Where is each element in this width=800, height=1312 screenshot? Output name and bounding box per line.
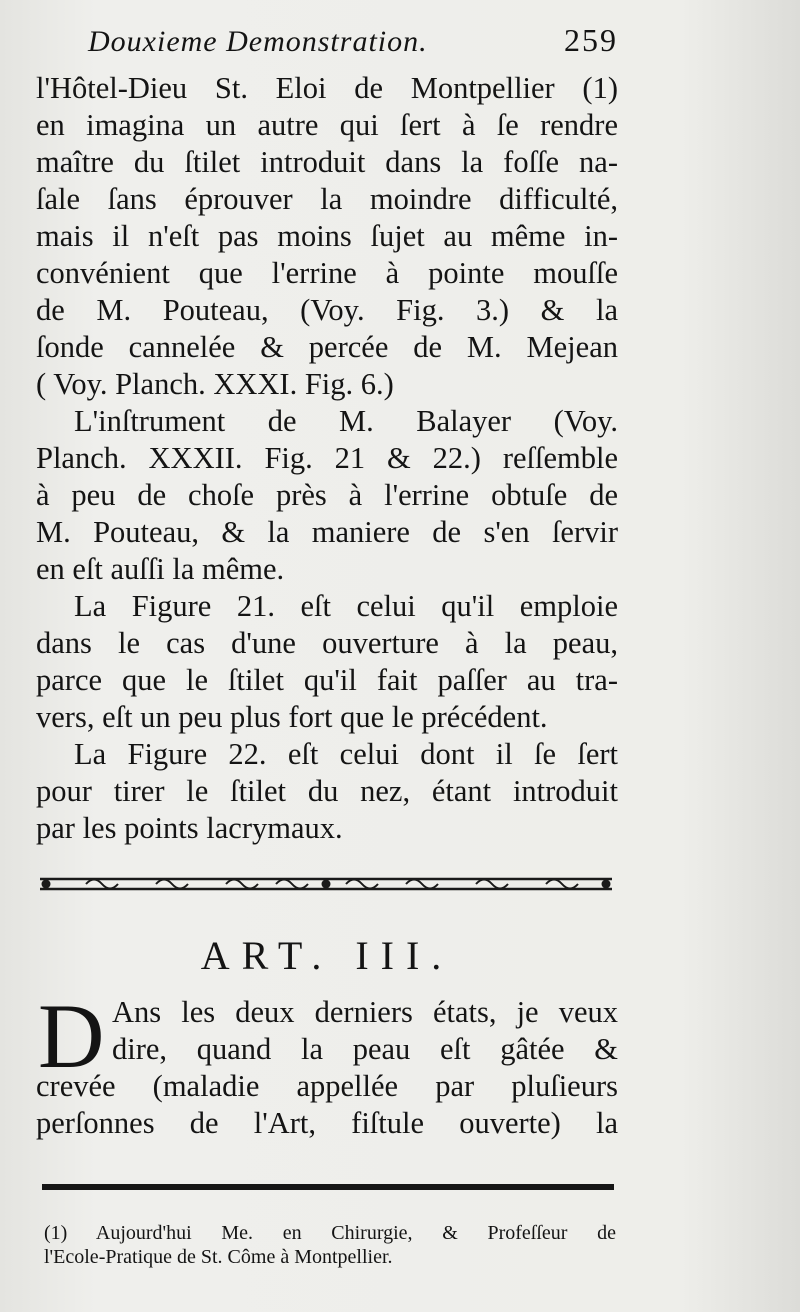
text-line: perſonnes de l'Art, fiſtule ouverte) la bbox=[36, 1106, 618, 1140]
text-line: maître du ſtilet introduit dans la foſſe na- bbox=[36, 145, 618, 179]
decorative-border-ornament bbox=[36, 869, 616, 899]
text-line: Ans les deux derniers états, je veux bbox=[112, 995, 618, 1029]
footnote-line: l'Ecole-Pratique de St. Côme à Montpellier. bbox=[44, 1246, 393, 1268]
text-line: à peu de choſe près à l'errine obtuſe de bbox=[36, 478, 618, 512]
text-line: La Figure 22. eſt celui dont il ſe ſert bbox=[74, 737, 618, 771]
paragraph-4 bbox=[36, 736, 618, 847]
text-line: L'inſtrument de M. Balayer (Voy. bbox=[74, 404, 618, 438]
page-number: 259 bbox=[564, 22, 618, 58]
text-line: mais il n'eſt pas moins ſujet au même in- bbox=[36, 219, 618, 253]
paragraph-2 bbox=[36, 403, 618, 588]
text-line: parce que le ſtilet qu'il fait paſſer au tra- bbox=[36, 663, 618, 697]
page-content bbox=[36, 22, 618, 1269]
text-line: La Figure 21. eſt celui qu'il emploie bbox=[74, 589, 618, 623]
text-line: de M. Pouteau, (Voy. Fig. 3.) & la bbox=[36, 293, 618, 327]
running-header bbox=[88, 22, 618, 70]
text-line: par les points lacrymaux. bbox=[36, 811, 343, 845]
text-line: ſale ſans éprouver la moindre difficulté, bbox=[36, 182, 618, 216]
text-line: convénient que l'errine à pointe mouſſe bbox=[36, 256, 618, 290]
drop-cap: D bbox=[38, 985, 105, 1087]
text-line: crevée (maladie appellée par pluſieurs bbox=[36, 1069, 618, 1103]
article-heading: ART. III. bbox=[200, 933, 454, 978]
footnote-rule bbox=[42, 1182, 614, 1194]
text-line: M. Pouteau, & la maniere de s'en ſervir bbox=[36, 515, 618, 549]
text-line: dire, quand la peau eſt gâtée & bbox=[112, 1032, 618, 1066]
footnote bbox=[44, 1221, 616, 1269]
text-line: dans le cas d'une ouverture à la peau, bbox=[36, 626, 618, 660]
running-title: Douxieme Demonstration. bbox=[88, 25, 428, 58]
text-line: en eſt auſſi la même. bbox=[36, 552, 285, 586]
paragraph-1 bbox=[36, 70, 618, 403]
text-line: ( Voy. Planch. XXXI. Fig. 6.) bbox=[36, 367, 394, 401]
text-line: Planch. XXXII. Fig. 21 & 22.) reſſemble bbox=[36, 441, 618, 475]
text-line: l'Hôtel-Dieu St. Eloi de Montpellier (1) bbox=[36, 71, 618, 105]
text-line: pour tirer le ſtilet du nez, étant introduit bbox=[36, 774, 618, 808]
text-line: en imagina un autre qui ſert à ſe rendre bbox=[36, 108, 618, 142]
article-paragraph bbox=[36, 985, 618, 1142]
paragraph-3 bbox=[36, 588, 618, 736]
text-line: vers, eſt un peu plus fort que le précédent. bbox=[36, 700, 548, 734]
footnote-line: (1) Aujourd'hui Me. en Chirurgie, & Profeſſeur de bbox=[44, 1222, 616, 1244]
text-line: ſonde cannelée & percée de M. Mejean bbox=[36, 330, 618, 364]
